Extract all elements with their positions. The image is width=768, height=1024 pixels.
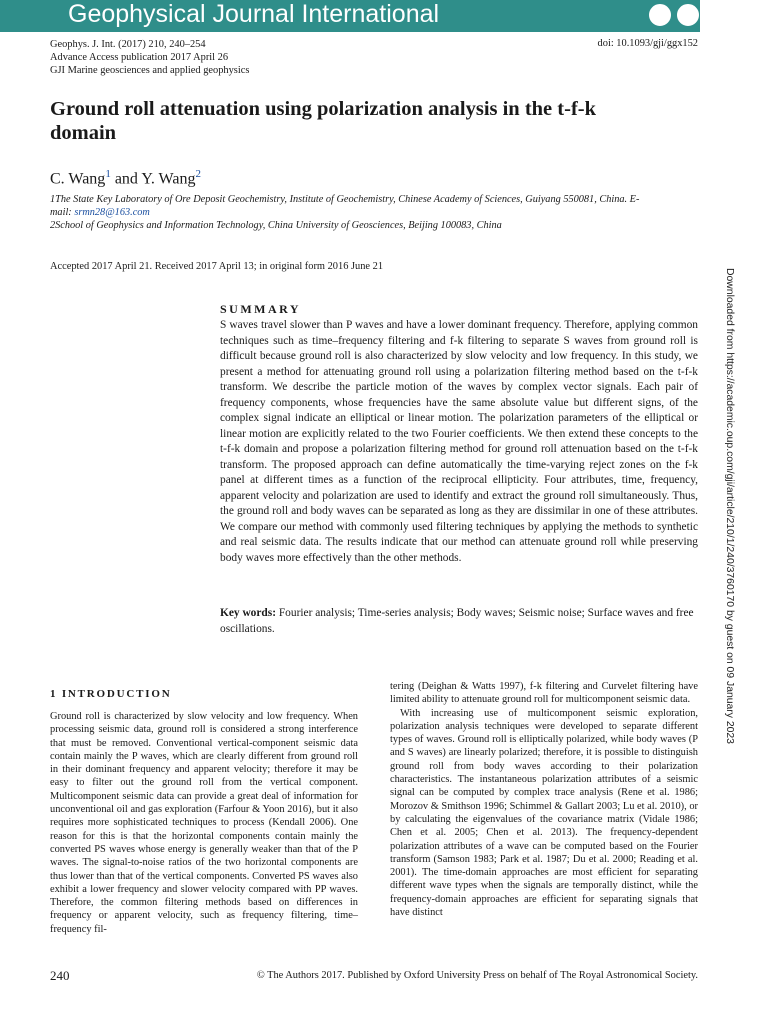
affiliation-1: 1The State Key Laboratory of Ore Deposit Geochemistry, Institute of Geochemistry, Chinese Academy of Sciences, Guiyang 550081, China. E-mail: (50, 194, 640, 218)
summary-heading: SUMMARY (220, 302, 302, 316)
key-words-label: Key words: (220, 607, 276, 619)
author-1-sup[interactable]: 1 (105, 168, 111, 180)
summary-text: S waves travel slower than P waves and have a lower dominant frequency. Therefore, applying common techniques such as time–frequency filtering and f-k filtering to separate S waves from ground roll is difficult because ground roll is also characterized by slow velocity and low frequency. In this study, we present a method for attenuating ground roll using a polarization filtering method based on the t-f-k transform. We describe the particle motion of the waves by complex vector signals. Each pair of frequency components, whose frequencies have the same absolute value but different signs, of the complex signal indicate an elliptical or linear motion. The polarization parameters of the elliptical or linear motion are explicitly related to the two Fourier coefficients. We then extend these concepts to the t-f-k domain and propose a polarization filtering method for ground roll attenuation based on the t-f-k transform. The proposed approach can define automatically the time-varying reject zones on the f-k panel at different times as a function of the reciprocal ellipticity. Four attributes, time, frequency, apparent velocity and polarization are used to identify and extract the ground roll simultaneously. Thus, the ground roll and body waves can be separated as long as they are dissimilar in one of these attributes. We compare our method with commonly used filtering techniques by applying the methods to synthetic and real seismic data. The results indicate that our method can attenuate ground roll while preserving body waves more effectively than the other methods. (220, 319, 698, 564)
author-1[interactable]: C. Wang (50, 170, 106, 188)
affiliations (50, 193, 650, 232)
advance-access: Advance Access publication 2017 April 26 (50, 52, 229, 63)
section-name: GJI Marine geosciences and applied geophysics (50, 65, 250, 76)
doi[interactable]: doi: 10.1093/gji/ggx152 (597, 38, 698, 49)
intro-left-column: Ground roll is characterized by slow velocity and low frequency. When processing seismic data, ground roll is considered a strong interference that must be removed. Conventional vertical-component seismic data contain mainly the P waves, which are clearly different from ground roll in their dominant frequency and apparent velocity; therefore it may be easy to filter out the ground roll from the vertical component. Multicomponent seismic data can provide a great deal of information for unconventional oil and gas exploration (Farfour & Yoon 2016), but it also requires more sophisticated techniques to process (Kendall 2006). One reason for this is that the horizontal components contain mainly the converted PS waves whose energy is generally weaker than that of the P waves. The signal-to-noise ratios of the two horizontal components are thus lower than that of the vertical components. Converted PS waves also exhibit a lower frequency and slower velocity compared with PP waves. Therefore, the common filtering methods based on differences in frequency or apparent velocity, such as frequency filtering, time–frequency fil- (50, 711, 358, 935)
article-meta (50, 38, 249, 77)
authors (50, 168, 201, 188)
ras-seal-icon (648, 3, 672, 27)
author-2-sup[interactable]: 2 (195, 168, 201, 180)
intro-right-para-2: With increasing use of multicomponent seismic exploration, polarization analysis techniques were developed to separate different types of waves. Ground roll is elliptically polarized, while body waves (P and S waves) are linearly polarized; therefore, it is possible to distinguish ground roll from body waves according to their polarization characteristics. The instantaneous polarization attributes of a seismic signal can be computed by complex trace analysis (Rene et al. 1986; Morozov & Smithson 1996; Schimmel & Gallart 2003; Lu et al. 2010), or by calculating the eigenvalues of the covariance matrix (Vidale 1986; Chen et al. 2005; Chen et al. 2013). The frequency-dependent polarization attributes of a wave can be computed based on the Fourier transform (Samson 1983; Park et al. 1987; Du et al. 2000; Reading et al. 2001). The time-domain approaches are most efficient for separating different wave types when the signals are temporally distinct, while the frequency-domain approaches are efficient for separating signals that have distinct (390, 707, 698, 919)
publisher-logos (648, 1, 700, 29)
download-notice[interactable]: Downloaded from https://academic.oup.com/gji/article/210/1/240/3760170 by guest on 09 January 2023 (724, 268, 735, 744)
intro-right-para-1: tering (Deighan & Watts 1997), f-k filtering and Curvelet filtering have limited ability to attenuate ground roll for multicomponent seismic data. (390, 681, 698, 706)
author-2[interactable]: Y. Wang (141, 170, 196, 188)
citation: Geophys. J. Int. (2017) 210, 240–254 (50, 39, 206, 50)
intro-heading: 1 INTRODUCTION (50, 688, 172, 700)
page-number: 240 (50, 968, 70, 983)
author-and: and (110, 170, 142, 188)
affiliation-2: 2School of Geophysics and Information Technology, China University of Geosciences, Beijing 100083, China (50, 220, 502, 231)
dgg-seal-icon (676, 3, 700, 27)
download-sidebar (724, 268, 753, 758)
copyright-footer: © The Authors 2017. Published by Oxford University Press on behalf of The Royal Astronomical Society. (256, 970, 698, 981)
article-title: Ground roll attenuation using polarization analysis in the t-f-k domain (50, 98, 596, 144)
key-words (220, 606, 698, 637)
author-email[interactable]: srmn28@163.com (74, 207, 150, 218)
key-words-list: Fourier analysis; Time-series analysis; Body waves; Seismic noise; Surface waves and free oscillations. (220, 607, 694, 635)
dates-line: Accepted 2017 April 21. Received 2017 April 13; in original form 2016 June 21 (50, 261, 384, 272)
intro-right-column (390, 680, 698, 919)
journal-name[interactable]: Geophysical Journal International (68, 0, 440, 28)
